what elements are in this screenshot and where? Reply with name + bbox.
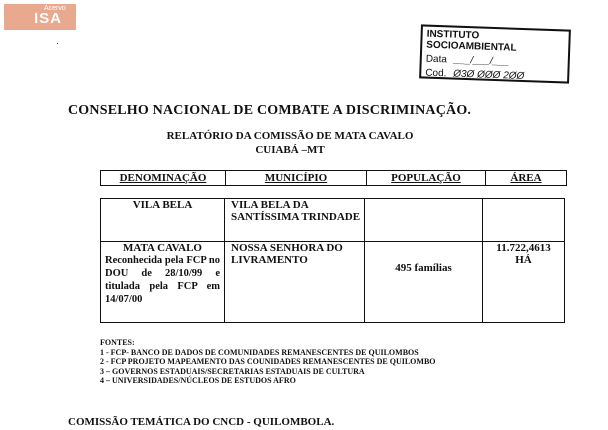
stamp-data-value: ___/___/___ — [453, 54, 510, 68]
footer-commission: COMISSÃO TEMÁTICA DO CNCD - QUILOMBOLA. — [68, 416, 335, 428]
cell-municipio: NOSSA SENHORA DO LIVRAMENTO — [225, 242, 365, 323]
header-area: ÁREA — [510, 172, 542, 184]
area-value: 11.722,4613 — [496, 242, 551, 254]
communities-table — [100, 198, 565, 323]
report-title: RELATÓRIO DA COMISSÃO DE MATA CAVALO — [166, 130, 414, 142]
cell-populacao — [365, 199, 483, 241]
cell-area — [483, 242, 564, 323]
header-populacao: POPULAÇÃO — [367, 171, 486, 185]
community-name: VILA BELA — [132, 199, 193, 211]
document-title: CONSELHO NACIONAL DE COMBATE A DISCRIMINAÇÃO. — [68, 103, 472, 118]
cell-denominacao — [101, 199, 225, 241]
stamp-cod-line — [425, 68, 563, 84]
isa-logo — [4, 4, 76, 30]
report-location: CUIABÁ –MT — [255, 144, 325, 156]
cell-denominacao — [101, 242, 225, 323]
cell-area — [483, 199, 564, 241]
source-item: 1 - FCP- BANCO DE DADOS DE COMUNIDADES REMANESCENTES DE QUILOMBOS — [100, 347, 419, 357]
logo-mini-text: Acervo — [44, 5, 66, 12]
source-item: 4 – UNIVERSIDADES/NÚCLEOS DE ESTUDOS AFRO — [100, 376, 296, 385]
header-denominacao: DENOMINAÇÃO — [101, 171, 226, 185]
stamp-data-label: Data — [425, 53, 448, 66]
table-header — [100, 170, 567, 186]
area-unit: HÁ — [515, 254, 532, 266]
archive-stamp — [419, 24, 571, 83]
stamp-cod-value: Ø3Ø ØØØ 2ØØ — [452, 68, 525, 83]
sources-list — [100, 338, 436, 386]
stamp-data-line — [426, 54, 564, 70]
scan-speck: · — [56, 38, 59, 48]
community-note: Reconhecida pela FCP no DOU de 28/10/99 e titulada pela FCP em 14/07/00 — [105, 255, 220, 305]
cell-municipio: VILA BELA DA SANTÍSSIMA TRINDADE — [225, 199, 365, 241]
source-item: 2 - FCP PROJETO MAPEAMENTO DAS COUNIDADES REMANESCENTES DE QUILOMBO — [100, 357, 436, 366]
table-row — [101, 242, 564, 323]
source-item: 3 – GOVERNOS ESTADUAIS/SECRETARIAS ESTADUAIS DE CULTURA — [100, 366, 365, 376]
header-municipio: MUNICÍPIO — [226, 171, 367, 185]
community-name: MATA CAVALO — [123, 242, 202, 254]
table-row — [101, 199, 564, 242]
sources-label: FONTES: — [100, 338, 135, 347]
stamp-cod-label: Cod. — [425, 67, 447, 80]
stamp-title: INSTITUTO SOCIOAMBIENTAL — [426, 28, 517, 54]
logo-text: ISA — [34, 10, 63, 27]
cell-populacao: 495 famílias — [365, 242, 483, 323]
